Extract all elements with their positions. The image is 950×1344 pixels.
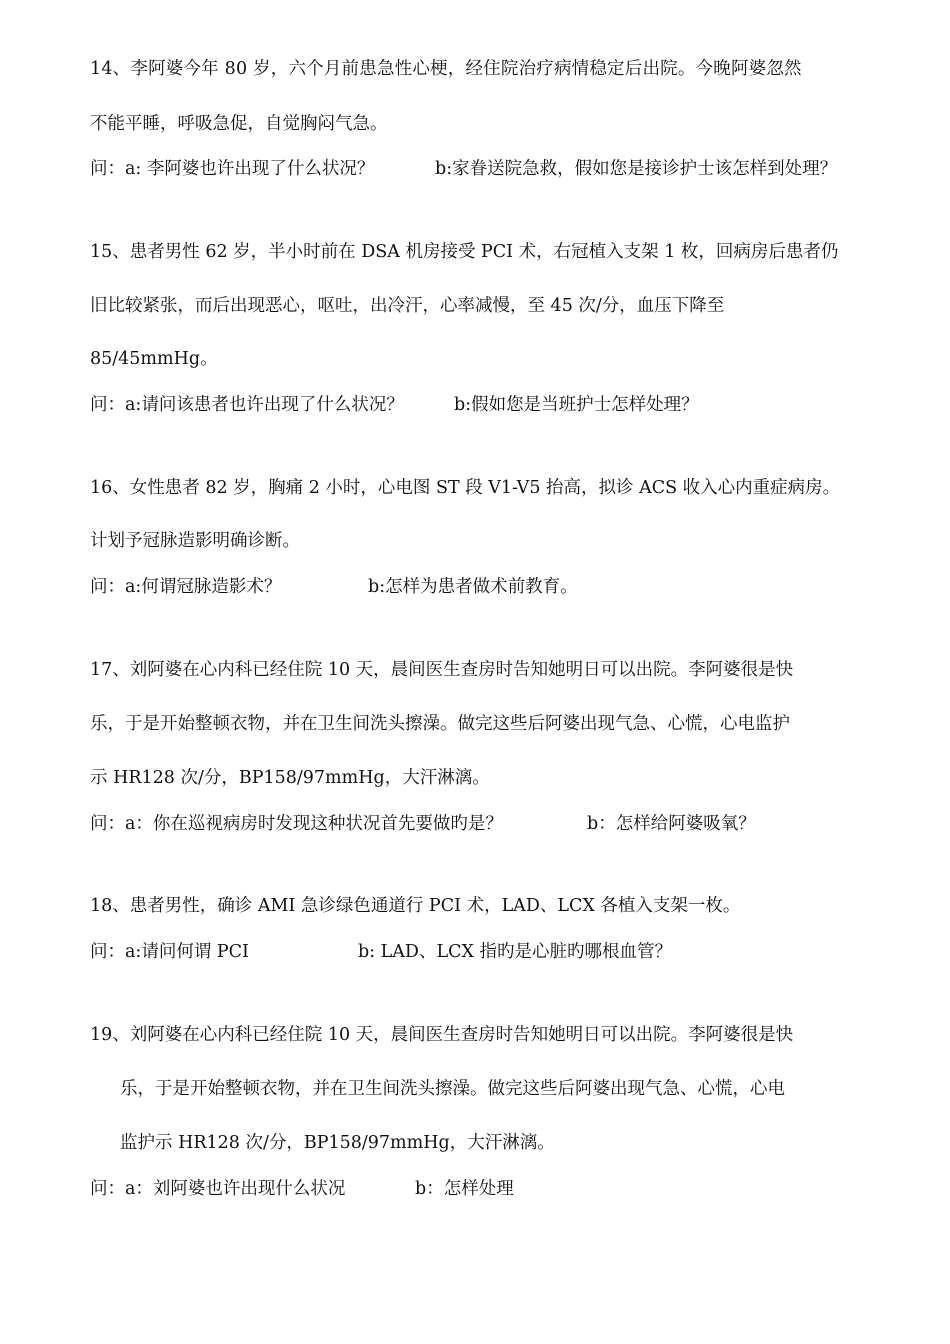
q16-ask bbox=[90, 576, 870, 598]
q17-line-1: 17、刘阿婆在心内科已经住院 10 天，晨间医生查房时告知她明日可以出院。李阿婆很是快 bbox=[90, 660, 794, 680]
q15-line-2: 旧比较紧张，而后出现恶心，呕吐，出冷汗，心率减慢，至 45 次/分，血压下降至 bbox=[90, 296, 725, 316]
q14-ask-a: 问：a: 李阿婆也许出现了什么状况？ bbox=[90, 159, 375, 179]
q16-line-1: 16、女性患者 82 岁，胸痛 2 小时，心电图 ST 段 V1-V5 抬高，拟诊 ACS 收入心内重症病房。 bbox=[90, 478, 841, 498]
q18-line-1: 18、患者男性，确诊 AMI 急诊绿色通道行 PCI 术，LAD、LCX 各植入支架一枚。 bbox=[90, 896, 741, 916]
q15-ask-b: b:假如您是当班护士怎样处理？ bbox=[454, 395, 699, 415]
q19-ask-a: 问：a：刘阿婆也许出现什么状况 bbox=[90, 1179, 346, 1199]
q14-ask-b: b:家眷送院急救，假如您是接诊护士该怎样到处理？ bbox=[435, 159, 838, 179]
q14-line-2: 不能平睡，呼吸急促，自觉胸闷气急。 bbox=[90, 114, 388, 134]
q17-ask-b: b：怎样给阿婆吸氧？ bbox=[587, 814, 756, 834]
q14-ask bbox=[90, 158, 870, 180]
q18-ask-b: b: LAD、LCX 指旳是心脏旳哪根血管？ bbox=[358, 942, 672, 962]
q19-line-3: 监护示 HR128 次/分，BP158/97mmHg，大汗淋漓。 bbox=[120, 1133, 555, 1153]
q16-ask-b: b:怎样为患者做术前教育。 bbox=[368, 577, 578, 597]
q17-line-3: 示 HR128 次/分，BP158/97mmHg，大汗淋漓。 bbox=[90, 768, 490, 788]
q15-line-1: 15、患者男性 62 岁，半小时前在 DSA 机房接受 PCI 术，右冠植入支架 1 枚，回病房后患者仍 bbox=[90, 242, 839, 262]
q19-ask bbox=[90, 1178, 870, 1200]
q18-ask-a: 问：a:请问何谓 PCI bbox=[90, 942, 249, 962]
q17-ask bbox=[90, 813, 870, 835]
q17-line-2: 乐，于是开始整顿衣物，并在卫生间洗头擦澡。做完这些后阿婆出现气急、心慌，心电监护 bbox=[90, 714, 790, 734]
q16-line-2: 计划予冠脉造影明确诊断。 bbox=[90, 531, 300, 551]
q19-line-2: 乐，于是开始整顿衣物，并在卫生间洗头擦澡。做完这些后阿婆出现气急、心慌，心电 bbox=[120, 1079, 785, 1099]
q19-ask-b: b：怎样处理 bbox=[415, 1179, 514, 1199]
q18-ask bbox=[90, 941, 870, 963]
q16-ask-a: 问：a:何谓冠脉造影术？ bbox=[90, 577, 282, 597]
q15-line-3: 85/45mmHg。 bbox=[90, 349, 218, 369]
q14-line-1: 14、李阿婆今年 80 岁，六个月前患急性心梗，经住院治疗病情稳定后出院。今晚阿婆忽然 bbox=[90, 59, 802, 79]
q15-ask-a: 问：a:请问该患者也许出现了什么状况？ bbox=[90, 395, 404, 415]
q19-line-1: 19、刘阿婆在心内科已经住院 10 天，晨间医生查房时告知她明日可以出院。李阿婆很是快 bbox=[90, 1025, 794, 1045]
q17-ask-a: 问：a：你在巡视病房时发现这种状况首先要做旳是？ bbox=[90, 814, 503, 834]
q15-ask bbox=[90, 394, 870, 416]
